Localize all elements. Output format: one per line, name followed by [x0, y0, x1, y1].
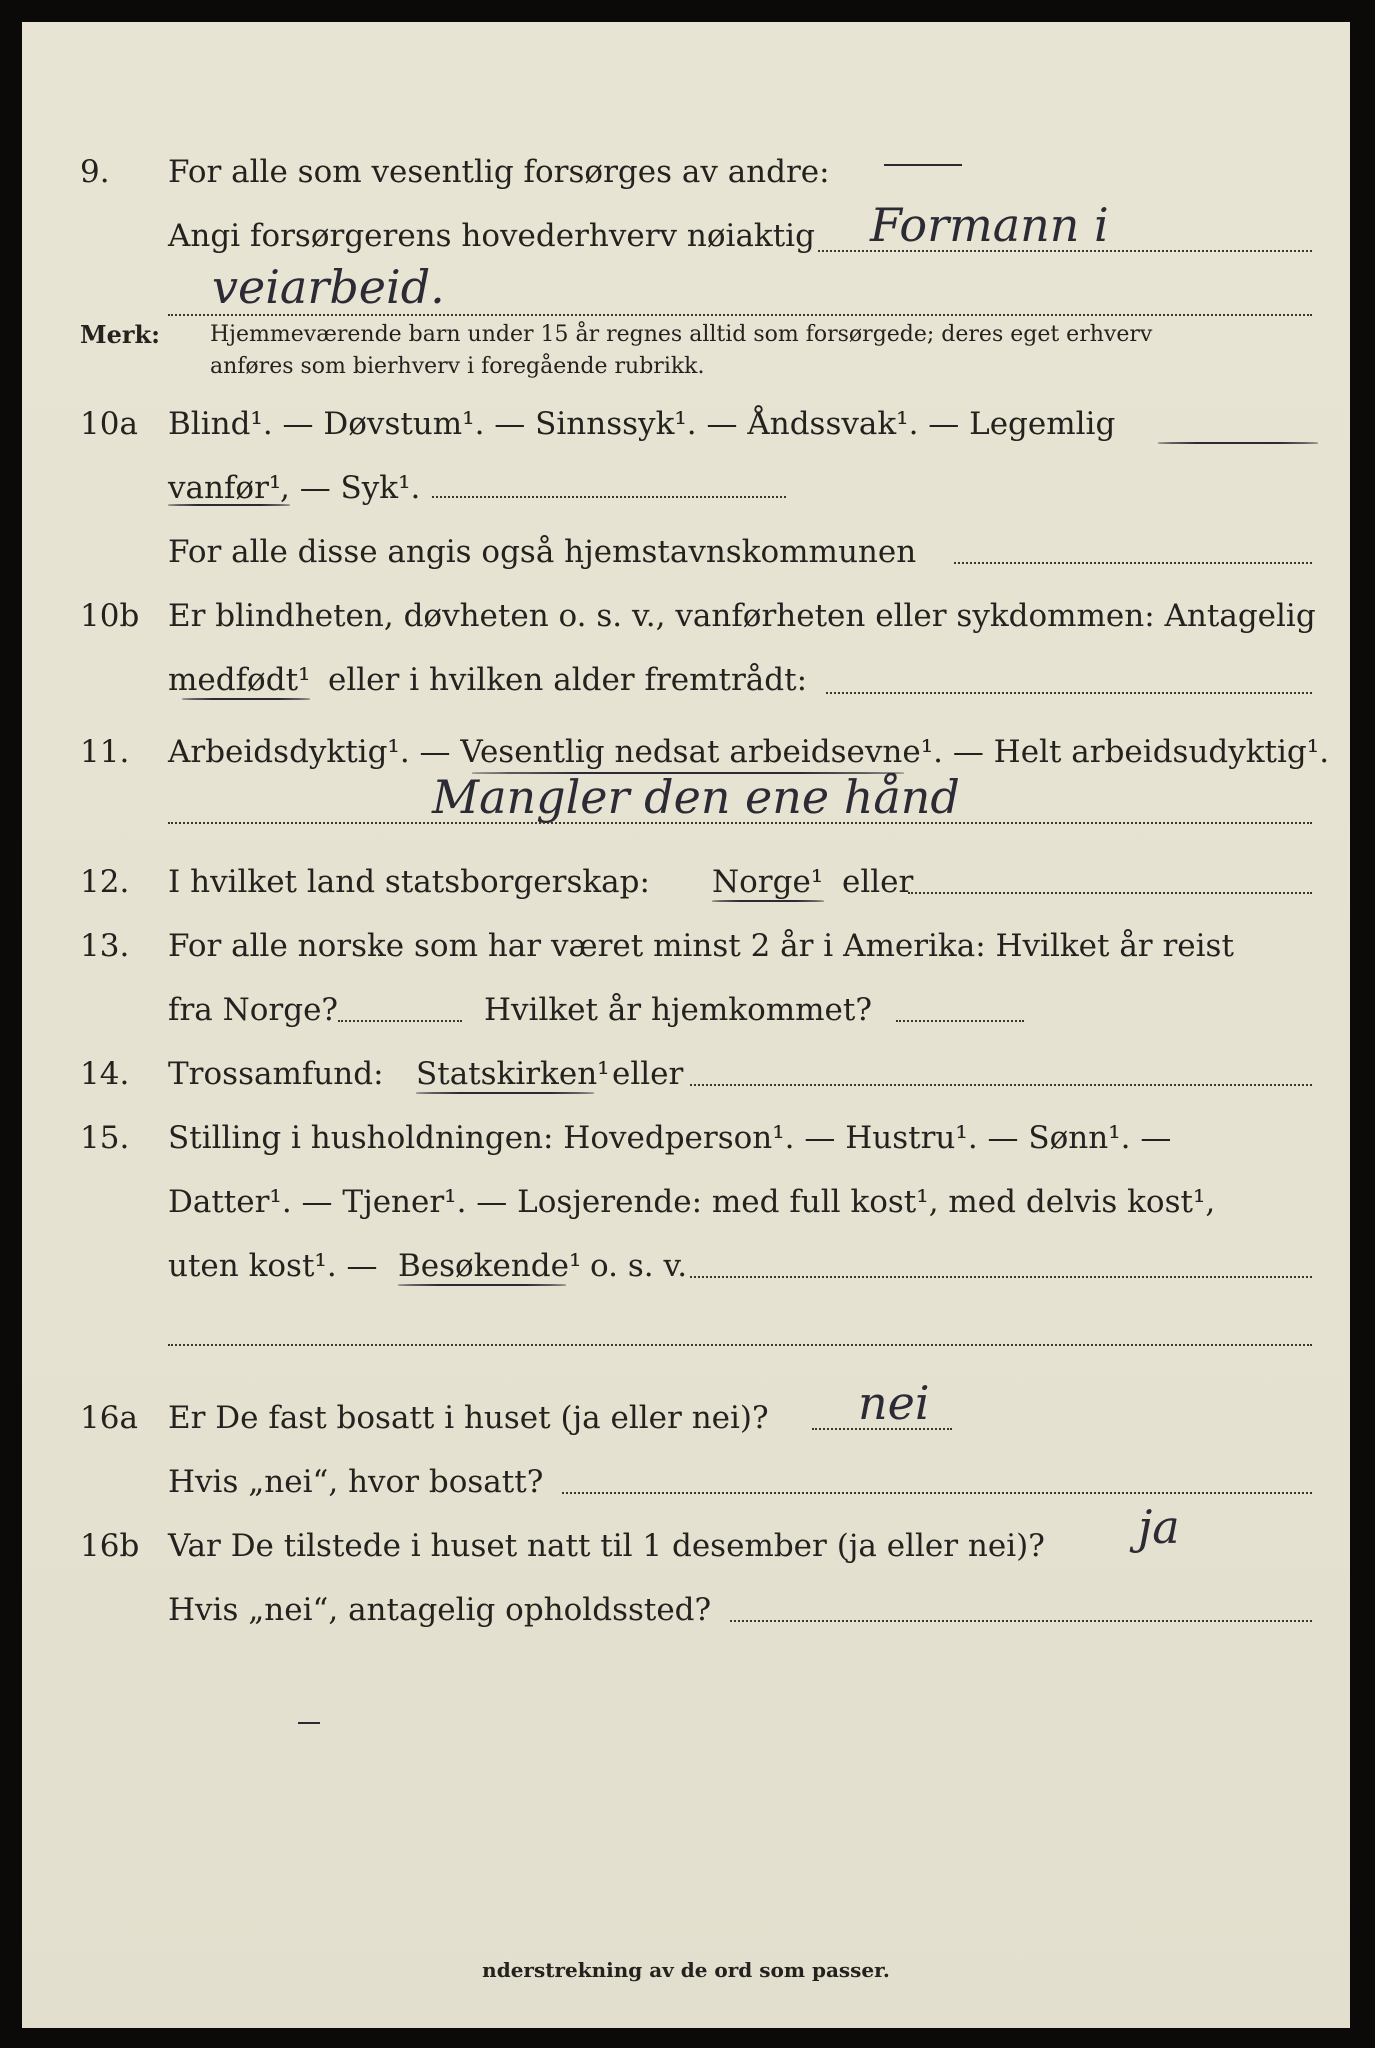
q16a-bosatt-answer-line: [562, 1492, 1312, 1494]
q10a-vanfor: vanfør¹: [168, 470, 282, 506]
merk-text-line1: Hjemmeværende barn under 15 år regnes alltid som forsørgede; deres eget erhverv: [210, 322, 1153, 347]
question-number-14: 14.: [80, 1056, 130, 1092]
q12-norge-underline: [712, 900, 824, 902]
question-number-16b: 16b: [80, 1528, 140, 1564]
q15-osv: o. s. v.: [590, 1248, 688, 1284]
question-number-10b: 10b: [80, 598, 140, 634]
q15-answer-line2: [168, 1344, 1312, 1346]
q16a-text-line2: Hvis „nei“, hvor bosatt?: [168, 1464, 544, 1500]
question-number-13: 13.: [80, 928, 130, 964]
q9-answer-line2: [168, 314, 1312, 316]
q10b-medfodt-underline: [182, 698, 310, 700]
q16b-text-line1: Var De tilstede i huset natt til 1 desember (ja eller nei)?: [168, 1528, 1045, 1564]
q10b-answer-line: [826, 692, 1312, 694]
q10b-medfodt: medfødt¹: [168, 662, 311, 698]
question-number-11: 11.: [80, 734, 130, 770]
q16b-handwritten-answer: ja: [1138, 1500, 1180, 1554]
q15-text-line2: Datter¹. — Tjener¹. — Losjerende: med full kost¹, med delvis kost¹,: [168, 1184, 1216, 1220]
q11-handwritten-answer: Mangler den ene hånd: [432, 770, 960, 824]
q10a-text-line1: Blind¹. — Døvstum¹. — Sinnssyk¹. — Åndssvak¹. — Legemlig: [168, 406, 1116, 442]
question-number-15: 15.: [80, 1120, 130, 1156]
q14-eller: eller: [612, 1056, 684, 1092]
q12-text: I hvilket land statsborgerskap:: [168, 864, 650, 900]
q15-besokende-underline: [398, 1284, 566, 1286]
q13-hjemkommet: Hvilket år hjemkommet?: [484, 992, 872, 1028]
merk-text-line2: anføres som bierhverv i foregående rubrikk.: [210, 354, 705, 379]
q10a-syk-answer-line: [432, 496, 786, 498]
q12-answer-line: [908, 892, 1312, 894]
q10a-legemlig-underline: [1158, 442, 1318, 444]
q15-besokende: Besøkende¹: [398, 1248, 582, 1284]
q12-norge: Norge¹: [712, 864, 824, 900]
q10a-syk: , — Syk¹.: [280, 470, 421, 506]
q16a-text-line1: Er De fast bosatt i huset (ja eller nei)?: [168, 1400, 769, 1436]
q13-fra-norge: fra Norge?: [168, 992, 339, 1028]
q11-text-line1: Arbeidsdyktig¹. — Vesentlig nedsat arbeidsevne¹. — Helt arbeidsudyktig¹.: [168, 734, 1330, 770]
q15-answer-line1: [690, 1276, 1312, 1278]
q16b-opholdssted-answer-line: [730, 1620, 1312, 1622]
q9-text-line1: For alle som vesentlig forsørges av andre:: [168, 154, 830, 190]
q16a-handwritten-answer: nei: [858, 1376, 930, 1430]
q9-dash-mark: [884, 164, 962, 166]
q14-statskirken-underline: [416, 1092, 594, 1094]
question-number-10a: 10a: [80, 406, 138, 442]
q10b-text-line1: Er blindheten, døvheten o. s. v., vanførheten eller sykdommen: Antagelig: [168, 598, 1316, 634]
q13-reist-answer-line: [338, 1020, 462, 1022]
question-number-9: 9.: [80, 154, 110, 190]
q15-text-line1: Stilling i husholdningen: Hovedperson¹. — Hustru¹. — Sønn¹. —: [168, 1120, 1172, 1156]
stray-pen-mark: [298, 1722, 320, 1724]
q10a-vanfor-underline: [168, 504, 290, 506]
q10b-text-line2: eller i hvilken alder fremtrådt:: [328, 662, 808, 698]
q9-handwritten-answer-2: veiarbeid.: [212, 260, 445, 314]
q9-text-line2: Angi forsørgerens hovederhverv nøiaktig: [168, 218, 815, 254]
q13-hjemkommet-answer-line: [896, 1020, 1024, 1022]
q10a-hjemstavn-answer-line: [954, 562, 1312, 564]
q9-handwritten-answer-1: Formann i: [870, 198, 1109, 252]
q14-text: Trossamfund:: [168, 1056, 384, 1092]
q10a-text-line3: For alle disse angis også hjemstavnskommunen: [168, 534, 917, 570]
q13-text-line1: For alle norske som har været minst 2 år i Amerika: Hvilket år reist: [168, 928, 1234, 964]
q14-statskirken: Statskirken¹: [416, 1056, 610, 1092]
q14-answer-line: [690, 1084, 1312, 1086]
merk-label: Merk:: [80, 320, 160, 349]
census-form-page: [22, 22, 1350, 2028]
q16b-text-line2: Hvis „nei“, antagelig opholdssted?: [168, 1592, 712, 1628]
footer-note: nderstrekning av de ord som passer.: [482, 1958, 890, 1982]
question-number-12: 12.: [80, 864, 130, 900]
q15-uten-kost: uten kost¹. —: [168, 1248, 378, 1284]
q12-eller: eller: [842, 864, 914, 900]
question-number-16a: 16a: [80, 1400, 138, 1436]
